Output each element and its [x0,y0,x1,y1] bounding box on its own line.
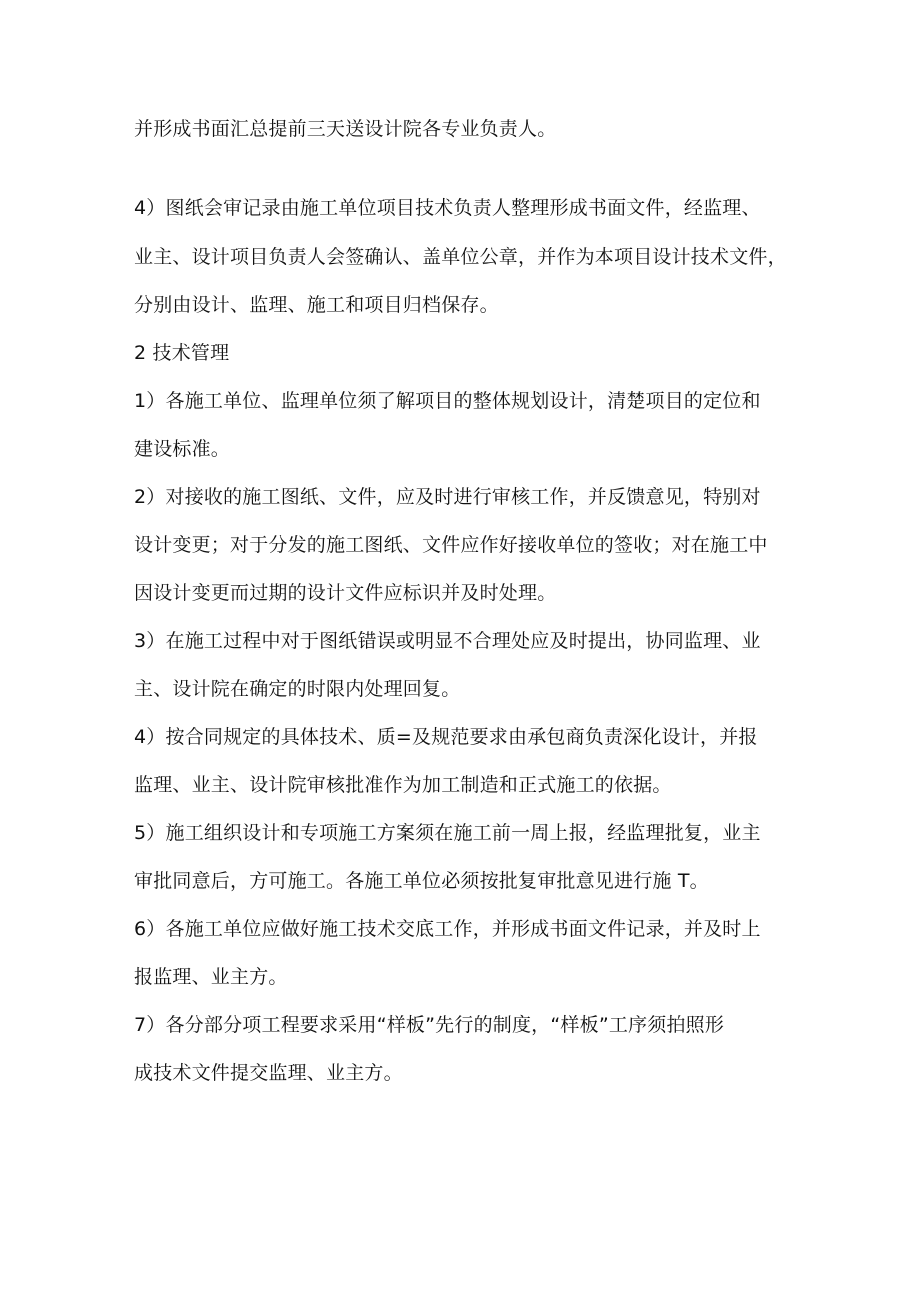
text-line-9: 设计变更；对于分发的施工图纸、文件应作好接收单位的签收；对在施工中 [134,534,768,556]
text-line-4: 分别由设计、监理、施工和项目归档保存。 [134,294,499,316]
text-line-6: 1）各施工单位、监理单位须了解项目的整体规划设计，清楚项目的定位和 [134,390,761,412]
text-line-19: 7）各分部分项工程要求采用“样板”先行的制度，“样板”工序须拍照形 [134,1014,725,1036]
text-line-11: 3）在施工过程中对于图纸错误或明显不合理处应及时提出，协同监理、业 [134,630,761,652]
text-line-3: 业主、设计项目负责人会签确认、盖单位公章，并作为本项目设计技术文件， [134,246,787,268]
section-heading: 2 技术管理 [134,342,230,364]
text-line-12: 主、设计院在确定的时限内处理回复。 [134,678,461,700]
text-line-2: 4）图纸会审记录由施工单位项目技术负责人整理形成书面文件，经监理、 [134,197,761,219]
text-line-18: 报监理、业主方。 [134,966,288,988]
text-line-1: 并形成书面汇总提前三天送设计院各专业负责人。 [134,118,557,140]
text-line-14: 监理、业主、设计院审核批准作为加工制造和正式施工的依据。 [134,774,672,796]
text-line-13: 4）按合同规定的具体技术、质=及规范要求由承包商负责深化设计，并报 [134,726,758,748]
text-line-7: 建设标准。 [134,438,231,460]
text-line-20: 成技术文件提交监理、业主方。 [134,1062,403,1084]
text-line-10: 因设计变更而过期的设计文件应标识并及时处理。 [134,582,557,604]
text-line-8: 2）对接收的施工图纸、文件，应及时进行审核工作，并反馈意见，特别对 [134,486,761,508]
text-line-16: 审批同意后，方可施工。各施工单位必须按批复审批意见进行施 T。 [134,870,709,892]
text-line-17: 6）各施工单位应做好施工技术交底工作，并形成书面文件记录，并及时上 [134,918,761,940]
text-line-15: 5）施工组织设计和专项施工方案须在施工前一周上报，经监理批复，业主 [134,822,761,844]
